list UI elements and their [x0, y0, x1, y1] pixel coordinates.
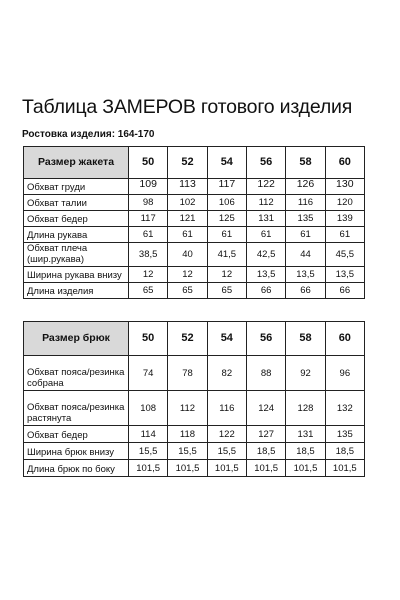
cell-value: 98 — [129, 195, 168, 211]
cell-value: 116 — [286, 195, 325, 211]
cell-value: 122 — [246, 179, 285, 195]
cell-value: 92 — [286, 356, 325, 391]
cell-value: 121 — [168, 211, 207, 227]
cell-value: 118 — [168, 426, 207, 443]
cell-value: 101,5 — [207, 460, 246, 477]
cell-value: 12 — [207, 267, 246, 283]
cell-value: 120 — [325, 195, 364, 211]
table-row — [24, 227, 365, 243]
cell-value: 44 — [286, 243, 325, 267]
cell-value: 45,5 — [325, 243, 364, 267]
cell-value: 13,5 — [325, 267, 364, 283]
pants-size-header: Размер брюк — [24, 322, 129, 356]
size-header: 50 — [129, 147, 168, 179]
cell-value: 61 — [246, 227, 285, 243]
size-header: 60 — [325, 147, 364, 179]
cell-value: 124 — [246, 391, 285, 426]
cell-value: 112 — [168, 391, 207, 426]
table-row — [24, 243, 365, 267]
jacket-size-header: Размер жакета — [24, 147, 129, 179]
cell-value: 65 — [207, 283, 246, 299]
size-header: 56 — [246, 147, 285, 179]
cell-value: 42,5 — [246, 243, 285, 267]
cell-value: 126 — [286, 179, 325, 195]
pants-header-row — [24, 322, 365, 356]
row-label: Длина рукава — [24, 227, 129, 243]
table-row — [24, 443, 365, 460]
cell-value: 101,5 — [168, 460, 207, 477]
cell-value: 61 — [286, 227, 325, 243]
row-label: Длина изделия — [24, 283, 129, 299]
cell-value: 18,5 — [325, 443, 364, 460]
cell-value: 132 — [325, 391, 364, 426]
table-row — [24, 460, 365, 477]
cell-value: 61 — [129, 227, 168, 243]
table-row — [24, 356, 365, 391]
cell-value: 112 — [246, 195, 285, 211]
cell-value: 113 — [168, 179, 207, 195]
cell-value: 127 — [246, 426, 285, 443]
row-label: Обхват бедер — [24, 211, 129, 227]
cell-value: 88 — [246, 356, 285, 391]
cell-value: 135 — [325, 426, 364, 443]
size-header: 52 — [168, 322, 207, 356]
cell-value: 106 — [207, 195, 246, 211]
pants-size-table — [23, 321, 365, 477]
cell-value: 108 — [129, 391, 168, 426]
size-header: 50 — [129, 322, 168, 356]
size-header: 54 — [207, 147, 246, 179]
cell-value: 131 — [286, 426, 325, 443]
cell-value: 116 — [207, 391, 246, 426]
cell-value: 101,5 — [246, 460, 285, 477]
size-header: 60 — [325, 322, 364, 356]
cell-value: 117 — [207, 179, 246, 195]
cell-value: 117 — [129, 211, 168, 227]
size-header: 56 — [246, 322, 285, 356]
page-title: Таблица ЗАМЕРОВ готового изделия — [22, 96, 353, 118]
cell-value: 61 — [207, 227, 246, 243]
cell-value: 101,5 — [325, 460, 364, 477]
cell-value: 13,5 — [246, 267, 285, 283]
cell-value: 13,5 — [286, 267, 325, 283]
cell-value: 101,5 — [286, 460, 325, 477]
cell-value: 65 — [168, 283, 207, 299]
cell-value: 74 — [129, 356, 168, 391]
cell-value: 109 — [129, 179, 168, 195]
row-label: Обхват груди — [24, 179, 129, 195]
row-label: Длина брюк по боку — [24, 460, 129, 477]
row-label: Обхват пояса/резинка растянута — [24, 391, 129, 426]
table-row — [24, 283, 365, 299]
jacket-header-row — [24, 147, 365, 179]
row-label: Обхват пояса/резинка собрана — [24, 356, 129, 391]
table-row — [24, 211, 365, 227]
size-header: 54 — [207, 322, 246, 356]
table-row — [24, 195, 365, 211]
cell-value: 18,5 — [286, 443, 325, 460]
cell-value: 12 — [168, 267, 207, 283]
cell-value: 101,5 — [129, 460, 168, 477]
cell-value: 96 — [325, 356, 364, 391]
row-label: Обхват талии — [24, 195, 129, 211]
cell-value: 139 — [325, 211, 364, 227]
cell-value: 15,5 — [168, 443, 207, 460]
cell-value: 12 — [129, 267, 168, 283]
cell-value: 128 — [286, 391, 325, 426]
cell-value: 78 — [168, 356, 207, 391]
cell-value: 18,5 — [246, 443, 285, 460]
row-label: Обхват плеча (шир.рукава) — [24, 243, 129, 267]
cell-value: 15,5 — [207, 443, 246, 460]
table-row — [24, 179, 365, 195]
row-label: Ширина брюк внизу — [24, 443, 129, 460]
cell-value: 114 — [129, 426, 168, 443]
row-label: Ширина рукава внизу — [24, 267, 129, 283]
row-label: Обхват бедер — [24, 426, 129, 443]
cell-value: 82 — [207, 356, 246, 391]
cell-value: 65 — [129, 283, 168, 299]
jacket-size-table — [23, 146, 365, 299]
cell-value: 41,5 — [207, 243, 246, 267]
cell-value: 66 — [286, 283, 325, 299]
size-header: 52 — [168, 147, 207, 179]
cell-value: 135 — [286, 211, 325, 227]
cell-value: 38,5 — [129, 243, 168, 267]
height-range-subtitle: Ростовка изделия: 164-170 — [22, 129, 155, 140]
cell-value: 102 — [168, 195, 207, 211]
table-row — [24, 391, 365, 426]
cell-value: 131 — [246, 211, 285, 227]
cell-value: 40 — [168, 243, 207, 267]
cell-value: 66 — [246, 283, 285, 299]
size-header: 58 — [286, 322, 325, 356]
cell-value: 130 — [325, 179, 364, 195]
size-header: 58 — [286, 147, 325, 179]
table-row — [24, 426, 365, 443]
cell-value: 61 — [168, 227, 207, 243]
cell-value: 125 — [207, 211, 246, 227]
cell-value: 66 — [325, 283, 364, 299]
table-row — [24, 267, 365, 283]
cell-value: 122 — [207, 426, 246, 443]
cell-value: 15,5 — [129, 443, 168, 460]
cell-value: 61 — [325, 227, 364, 243]
